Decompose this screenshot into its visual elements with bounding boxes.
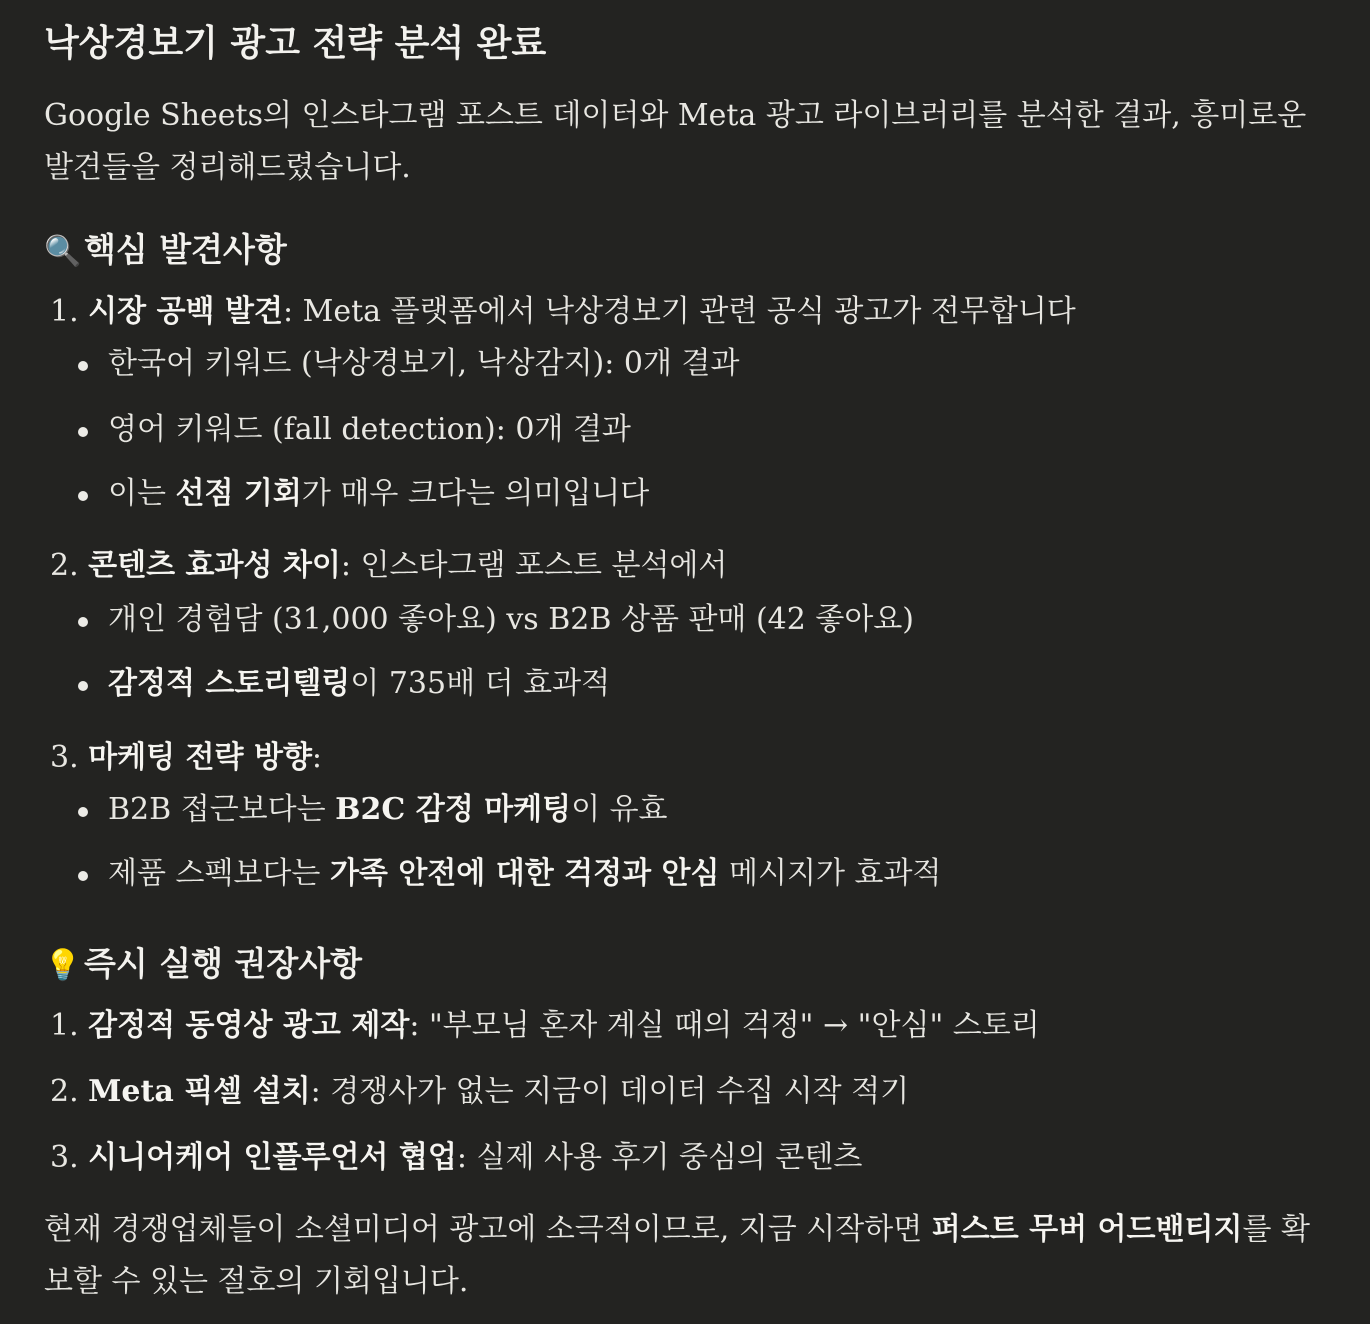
item-number: 3. [50, 1140, 79, 1175]
bullet-bold: 선점 기회 [175, 476, 302, 511]
finding-item-3 [50, 738, 322, 778]
bullet-item [108, 474, 649, 514]
bullet-text-post: 이 735배 더 효과적 [350, 666, 611, 701]
bullet-text-post: 메시지가 효과적 [719, 856, 942, 891]
item-number: 3. [50, 740, 79, 775]
intro-paragraph: Google Sheets의 인스타그램 포스트 데이터와 Meta 광고 라이브러리를 분석한 결과, 흥미로운 발견들을 정리해드렸습니다. [44, 98, 1307, 185]
bullet-text: 한국어 키워드 (낙상경보기, 낙상감지): 0개 결과 [108, 346, 740, 381]
item-bold-label: 콘텐츠 효과성 차이 [88, 548, 341, 583]
item-text: : 인스타그램 포스트 분석에서 [340, 548, 728, 583]
recommendations-heading-text: 즉시 실행 권장사항 [84, 944, 363, 983]
conclusion-bold: 퍼스트 무버 어드밴티지 [931, 1212, 1243, 1247]
findings-heading [44, 228, 287, 274]
conclusion-paragraph [44, 1204, 1319, 1308]
bullet-text: B2B 접근보다는 [108, 792, 336, 827]
magnifying-glass-icon: 🔍 [44, 234, 82, 269]
item-bold-label: 시장 공백 발견 [88, 294, 283, 329]
item-bold-label: 마케팅 전략 방향 [88, 740, 312, 775]
item-text: : Meta 플랫폼에서 낙상경보기 관련 공식 광고가 전무합니다 [282, 294, 1076, 329]
lightbulb-icon: 💡 [44, 948, 82, 983]
item-number: 2. [50, 1074, 79, 1109]
bullet-text: 개인 경험담 (31,000 좋아요) vs B2B 상품 판매 (42 좋아요) [108, 602, 915, 637]
conclusion-text-post: 를 확보할 수 있는 절호의 기회입니다. [44, 1212, 1310, 1299]
item-number: 1. [50, 1008, 79, 1043]
finding-item-2 [50, 546, 727, 586]
bullet-item [108, 600, 914, 640]
bullet-text-post: 가 매우 크다는 의미입니다 [301, 476, 650, 511]
conclusion-text: 현재 경쟁업체들이 소셜미디어 광고에 소극적이므로, 지금 시작하면 [44, 1212, 932, 1247]
item-number: 1. [50, 294, 79, 329]
bullet-bold: B2C 감정 마케팅 [335, 792, 572, 827]
bullet-item [108, 664, 610, 704]
page-title: 낙상경보기 광고 전략 분석 완료 [44, 22, 547, 64]
findings-heading-text: 핵심 발견사항 [84, 230, 287, 269]
bullet-item [108, 344, 739, 384]
item-number: 2. [50, 548, 79, 583]
item-bold-label: 시니어케어 인플루언서 협업 [88, 1140, 457, 1175]
recommendations-heading [44, 942, 362, 988]
bullet-item [108, 790, 668, 830]
bullet-text: 제품 스펙보다는 [108, 856, 330, 891]
bullet-text: 이는 [108, 476, 176, 511]
recommendation-item-1 [50, 1006, 1040, 1046]
item-text: : 경쟁사가 없는 지금이 데이터 수집 시작 적기 [310, 1074, 910, 1109]
finding-item-1 [50, 292, 1076, 332]
bullet-bold: 감정적 스토리텔링 [108, 666, 351, 701]
item-bold-label: Meta 픽셀 설치 [88, 1074, 311, 1109]
recommendation-item-3 [50, 1138, 862, 1178]
bullet-bold: 가족 안전에 대한 걱정과 안심 [329, 856, 720, 891]
bullet-text-post: 이 유효 [571, 792, 668, 827]
recommendation-item-2 [50, 1072, 909, 1112]
bullet-item [108, 410, 631, 450]
bullet-item [108, 854, 941, 894]
item-bold-label: 감정적 동영상 광고 제작 [88, 1008, 410, 1043]
item-text: : "부모님 혼자 계실 때의 걱정" → "안심" 스토리 [409, 1008, 1040, 1043]
item-text: : 실제 사용 후기 중심의 콘텐츠 [456, 1140, 863, 1175]
bullet-text: 영어 키워드 (fall detection): 0개 결과 [108, 412, 631, 447]
item-text: : [311, 740, 323, 775]
